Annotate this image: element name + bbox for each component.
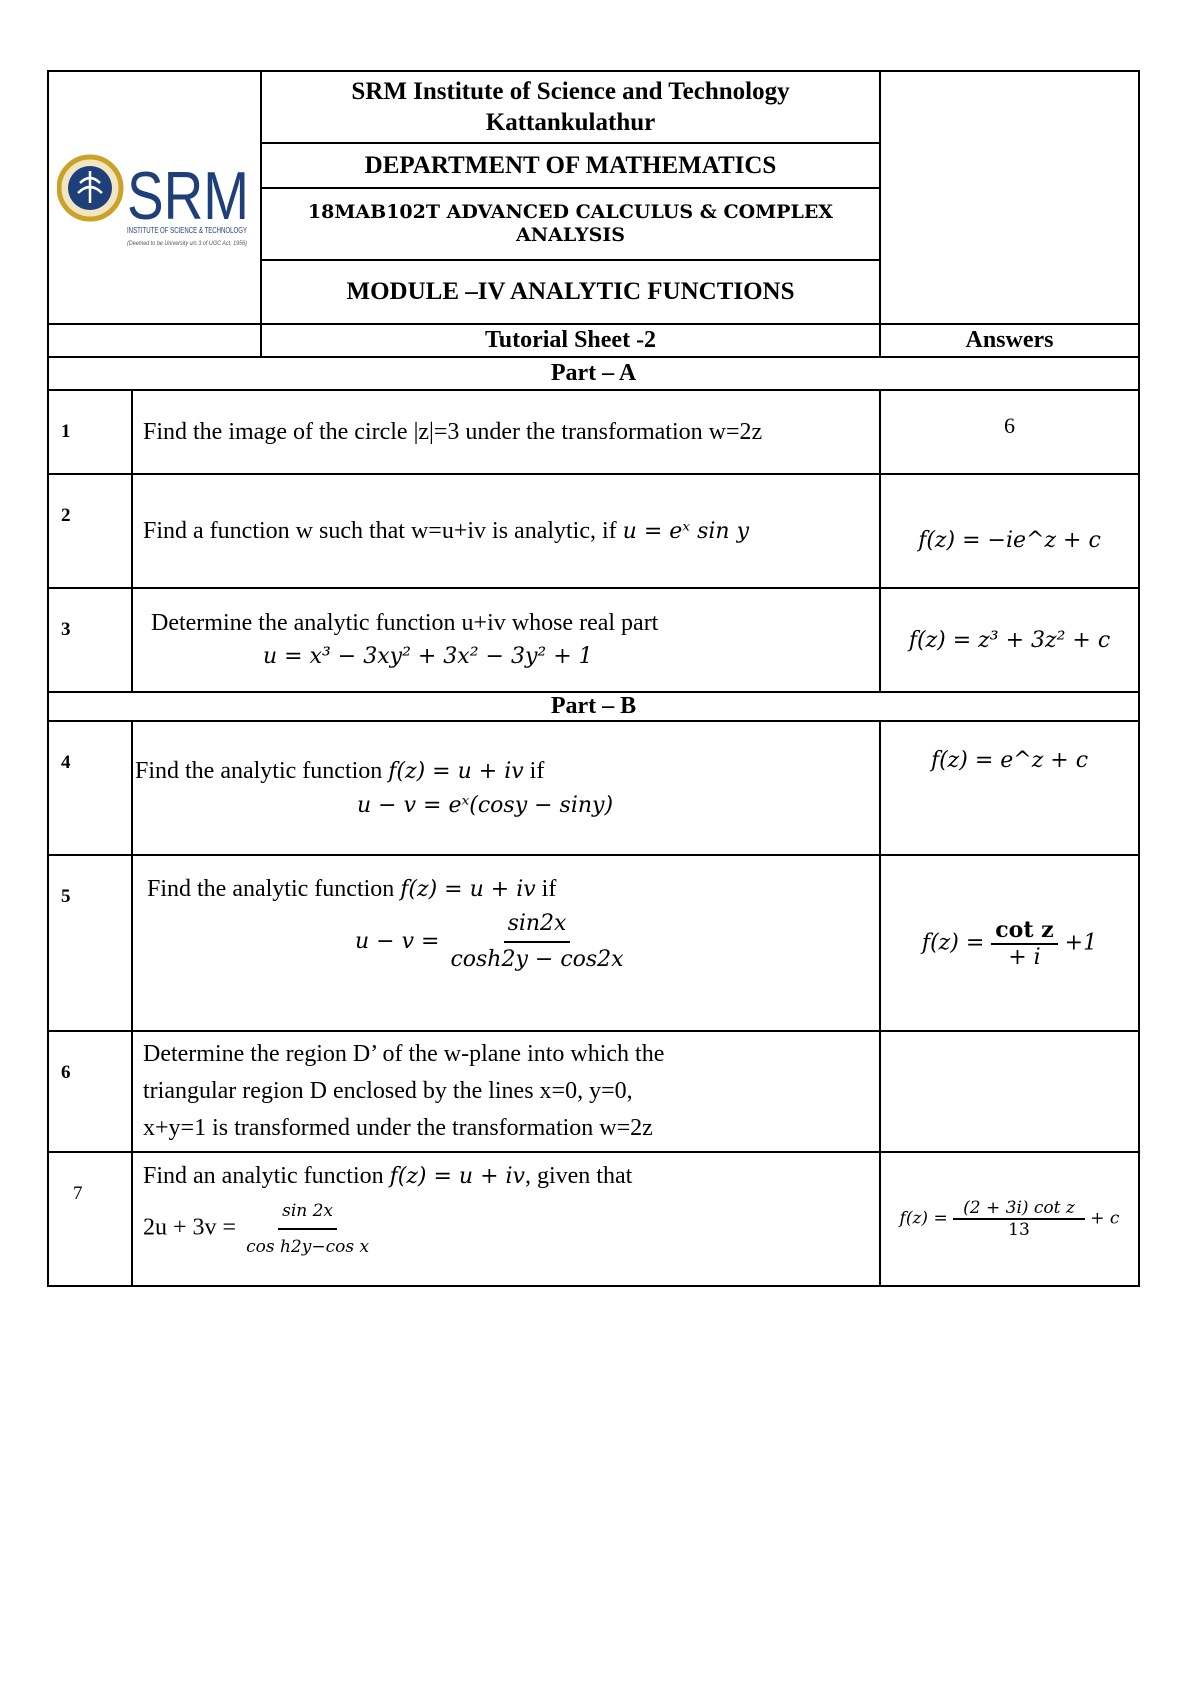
question-text xyxy=(132,1152,880,1286)
question-line: x+y=1 is transformed under the transformation w=2z xyxy=(143,1115,653,1141)
question-number: 3 xyxy=(48,588,132,692)
question-text-part: Find the analytic function xyxy=(135,757,389,784)
tutorial-blank-cell xyxy=(48,324,261,357)
fraction-lhs: 2u + 3v = xyxy=(143,1214,237,1241)
logo-tagline: (Deemed to be University u/s 3 of UGC Act, 1956) xyxy=(126,240,247,247)
sheet-title: Tutorial Sheet -2 xyxy=(261,324,880,357)
question-text xyxy=(132,721,880,855)
question-number: 5 xyxy=(48,855,132,1031)
answer-lhs: f(z) = xyxy=(921,930,985,955)
question-math-inline: f(z) = u + iv xyxy=(400,877,536,902)
module-title: MODULE –IV ANALYTIC FUNCTIONS xyxy=(261,260,880,324)
question-math: u − v = eˣ(cosy − siny) xyxy=(357,792,614,818)
department-title: DEPARTMENT OF MATHEMATICS xyxy=(261,143,880,188)
answer: f(z) = z³ + 3z² + c xyxy=(880,588,1139,692)
question-number: 7 xyxy=(48,1152,132,1286)
answer-denominator: 13 xyxy=(1008,1220,1030,1240)
question-row xyxy=(48,588,1139,692)
question-text-part: Find a function w such that w=u+iv is analytic, if xyxy=(143,517,623,544)
answer-numerator: (2 + 3i) cot z xyxy=(953,1198,1085,1220)
header-blank-cell xyxy=(880,71,1139,324)
campus-name: Kattankulathur xyxy=(485,109,656,136)
answer-numerator: cot z xyxy=(991,917,1057,945)
question-text-part: Find an analytic function xyxy=(143,1163,390,1189)
question-number: 6 xyxy=(48,1031,132,1152)
answer: 6 xyxy=(880,390,1139,474)
question-row xyxy=(48,1031,1139,1152)
question-text-after: , given that xyxy=(524,1163,633,1189)
srm-logo xyxy=(57,133,253,263)
logo-wordmark: SRM xyxy=(126,157,249,234)
question-text: Find the image of the circle |z|=3 under the transformation w=2z xyxy=(132,390,880,474)
question-math-inline: f(z) = u + iv xyxy=(389,1164,525,1189)
question-math: u = x³ − 3xy² + 3x² − 3y² + 1 xyxy=(263,644,593,669)
answer xyxy=(880,1031,1139,1152)
fraction-lhs: u − v = xyxy=(355,929,440,954)
question-line: Determine the region D’ of the w-plane into which the xyxy=(143,1041,665,1067)
logo-cell xyxy=(48,71,261,324)
logo-subtext: INSTITUTE OF SCIENCE & TECHNOLOGY xyxy=(126,225,248,235)
question-text xyxy=(132,1031,880,1152)
fraction-numerator: sin 2x xyxy=(278,1194,337,1230)
question-number: 4 xyxy=(48,721,132,855)
question-text xyxy=(132,474,880,588)
part-b-heading: Part – B xyxy=(48,692,1139,721)
institute-cell xyxy=(261,71,880,143)
answer xyxy=(880,855,1139,1031)
tutorial-table xyxy=(47,70,1140,1287)
course-title: 18MAB102T ADVANCED CALCULUS & COMPLEX ANALYSIS xyxy=(261,188,880,260)
question-text-part: Determine the analytic function u+iv whose real part xyxy=(151,610,659,636)
answer-tail: + c xyxy=(1090,1208,1120,1229)
question-fraction xyxy=(143,1194,869,1264)
question-text-after: if xyxy=(535,876,557,902)
question-text-part: Find the analytic function xyxy=(147,876,401,902)
question-text-after: if xyxy=(523,757,545,784)
question-fraction xyxy=(147,907,869,977)
answer-lhs: f(z) = xyxy=(899,1208,948,1229)
answer xyxy=(880,1152,1139,1286)
question-row xyxy=(48,390,1139,474)
question-math: u = eˣ sin y xyxy=(622,518,749,544)
answers-header: Answers xyxy=(880,324,1139,357)
answer: f(z) = e^z + c xyxy=(880,721,1139,855)
part-a-heading: Part – A xyxy=(48,357,1139,390)
question-math-inline: f(z) = u + iv xyxy=(388,758,524,784)
tutorial-sheet xyxy=(47,70,1138,1287)
question-row xyxy=(48,474,1139,588)
fraction-numerator: sin2x xyxy=(504,907,571,943)
question-line: triangular region D enclosed by the lines x=0, y=0, xyxy=(143,1078,633,1104)
fraction-denominator: cos h2y−cos x xyxy=(246,1237,370,1257)
question-row xyxy=(48,855,1139,1031)
answer-denominator: + i xyxy=(1008,944,1041,970)
answer: f(z) = −ie^z + c xyxy=(880,474,1139,588)
answer-tail: +1 xyxy=(1064,930,1098,955)
question-number: 2 xyxy=(48,474,132,588)
institute-name: SRM Institute of Science and Technology xyxy=(351,78,790,105)
question-number: 1 xyxy=(48,390,132,474)
fraction-denominator: cosh2y − cos2x xyxy=(450,947,624,972)
question-text xyxy=(132,855,880,1031)
question-row xyxy=(48,1152,1139,1286)
question-text xyxy=(132,588,880,692)
question-row xyxy=(48,721,1139,855)
